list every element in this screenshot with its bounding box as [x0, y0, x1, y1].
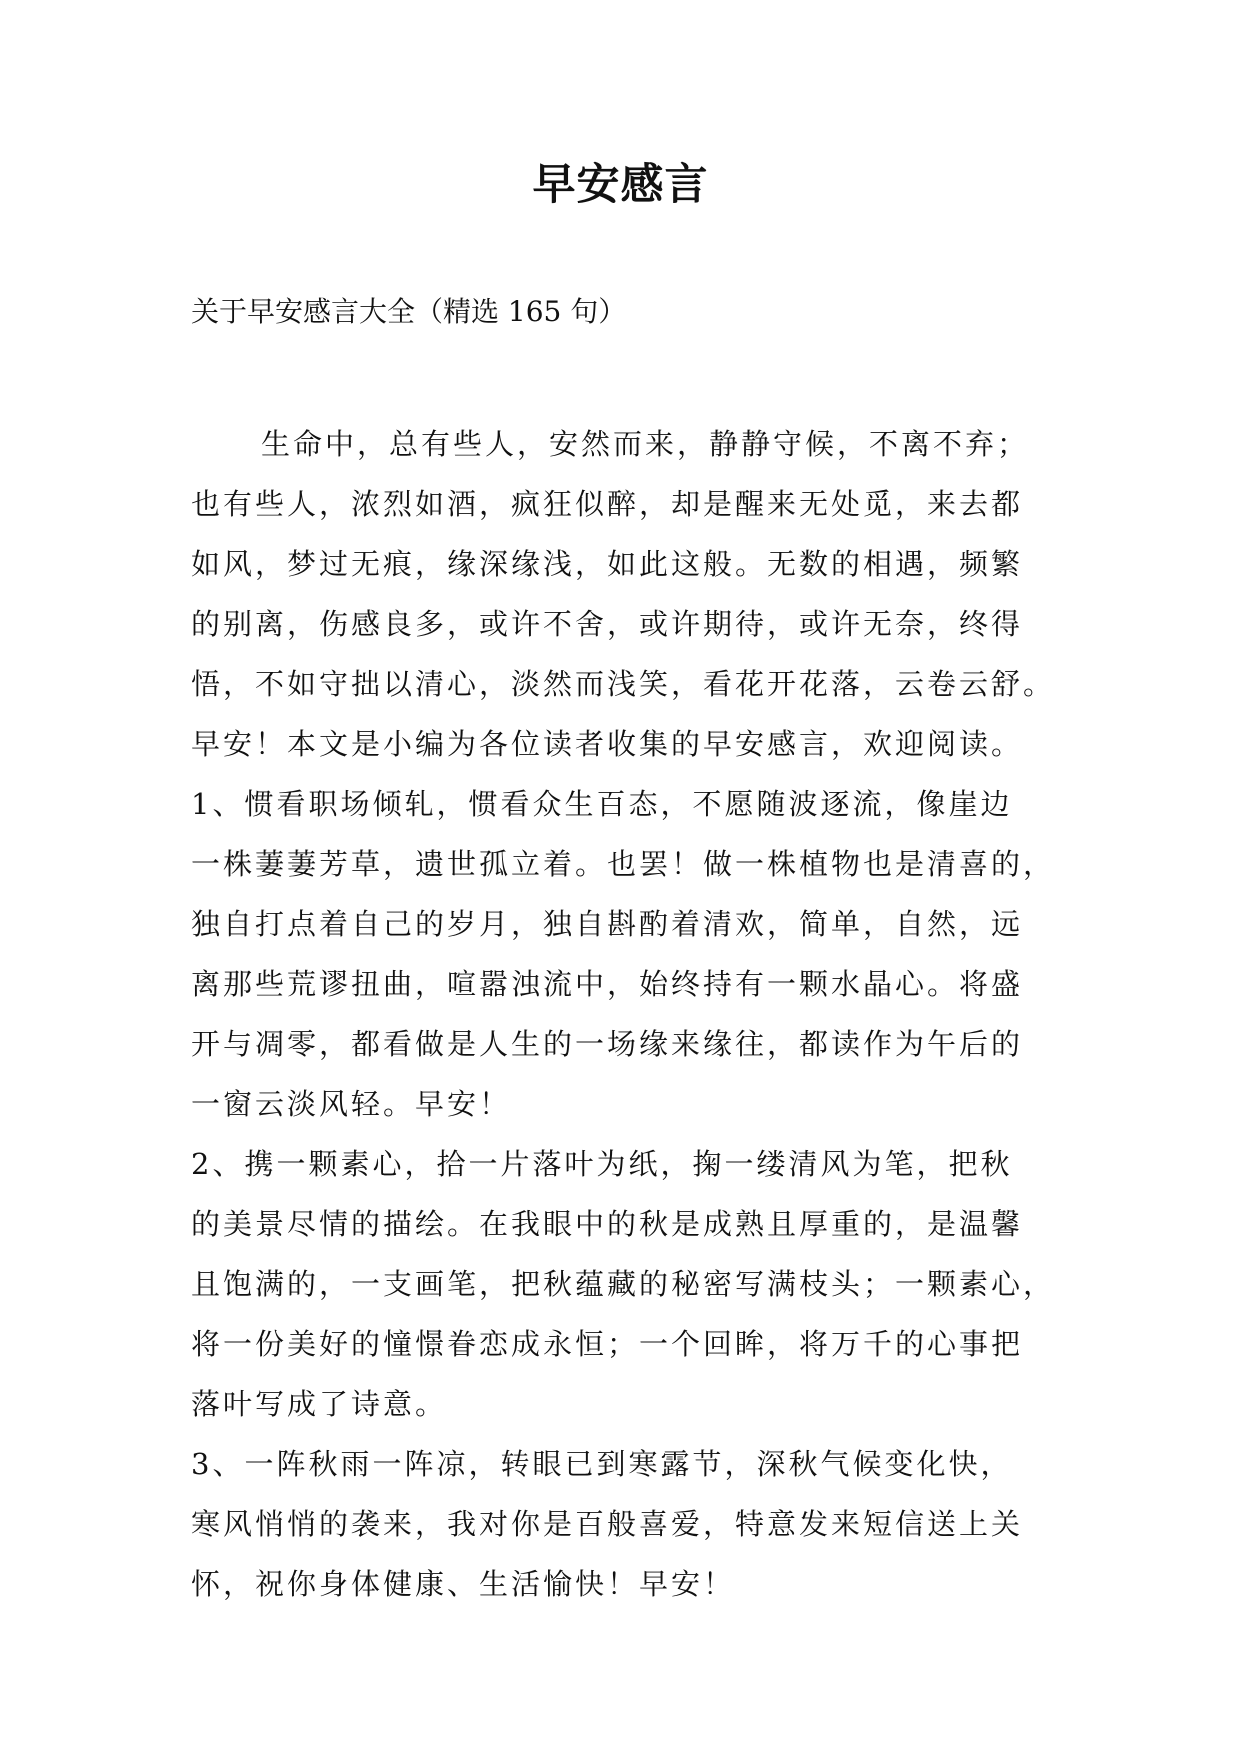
text-line: 独自打点着自己的岁月，独自斟酌着清欢，简单，自然，远: [191, 907, 1024, 941]
page-title: 早安感言: [532, 160, 709, 210]
text-line: 开与凋零，都看做是人生的一场缘来缘往，都读作为午后的: [191, 1027, 1024, 1061]
text-line: 悟，不如守拙以清心，淡然而浅笑，看花开花落，云卷云舒。: [191, 667, 1056, 701]
text-line: 将一份美好的憧憬眷恋成永恒；一个回眸，将万千的心事把: [191, 1327, 1024, 1361]
text-line: 怀，祝你身体健康、生活愉快！早安！: [191, 1567, 736, 1601]
text-line: 早安！本文是小编为各位读者收集的早安感言，欢迎阅读。: [191, 727, 1024, 761]
text-line: 如风，梦过无痕，缘深缘浅，如此这般。无数的相遇，频繁: [191, 547, 1024, 581]
text-line: 1、惯看职场倾轧，惯看众生百态，不愿随波逐流，像崖边: [191, 787, 1013, 821]
text-line: 一窗云淡风轻。早安！: [191, 1087, 512, 1121]
text-line: 也有些人，浓烈如酒，疯狂似醉，却是醒来无处觅，来去都: [191, 487, 1024, 521]
document-subtitle: 关于早安感言大全（精选 165 句）: [191, 295, 627, 328]
text-line: 寒风悄悄的袭来，我对你是百般喜爱，特意发来短信送上关: [191, 1507, 1024, 1541]
text-line: 落叶写成了诗意。: [191, 1387, 448, 1421]
text-line: 离那些荒谬扭曲，喧嚣浊流中，始终持有一颗水晶心。将盛: [191, 967, 1024, 1001]
document-body: [191, 414, 1241, 1614]
text-line: 生命中，总有些人，安然而来，静静守候，不离不弃；: [261, 427, 1030, 461]
text-line: 的别离，伤感良多，或许不舍，或许期待，或许无奈，终得: [191, 607, 1024, 641]
text-line: 3、一阵秋雨一阵凉，转眼已到寒露节，深秋气候变化快，: [191, 1447, 1013, 1481]
text-line: 一株萋萋芳草，遗世孤立着。也罢！做一株植物也是清喜的，: [191, 847, 1056, 881]
text-line: 2、携一颗素心，拾一片落叶为纸，掬一缕清风为笔，把秋: [191, 1147, 1013, 1181]
text-line: 的美景尽情的描绘。在我眼中的秋是成熟且厚重的，是温馨: [191, 1207, 1024, 1241]
text-line: 且饱满的，一支画笔，把秋蕴藏的秘密写满枝头；一颗素心，: [191, 1267, 1056, 1301]
